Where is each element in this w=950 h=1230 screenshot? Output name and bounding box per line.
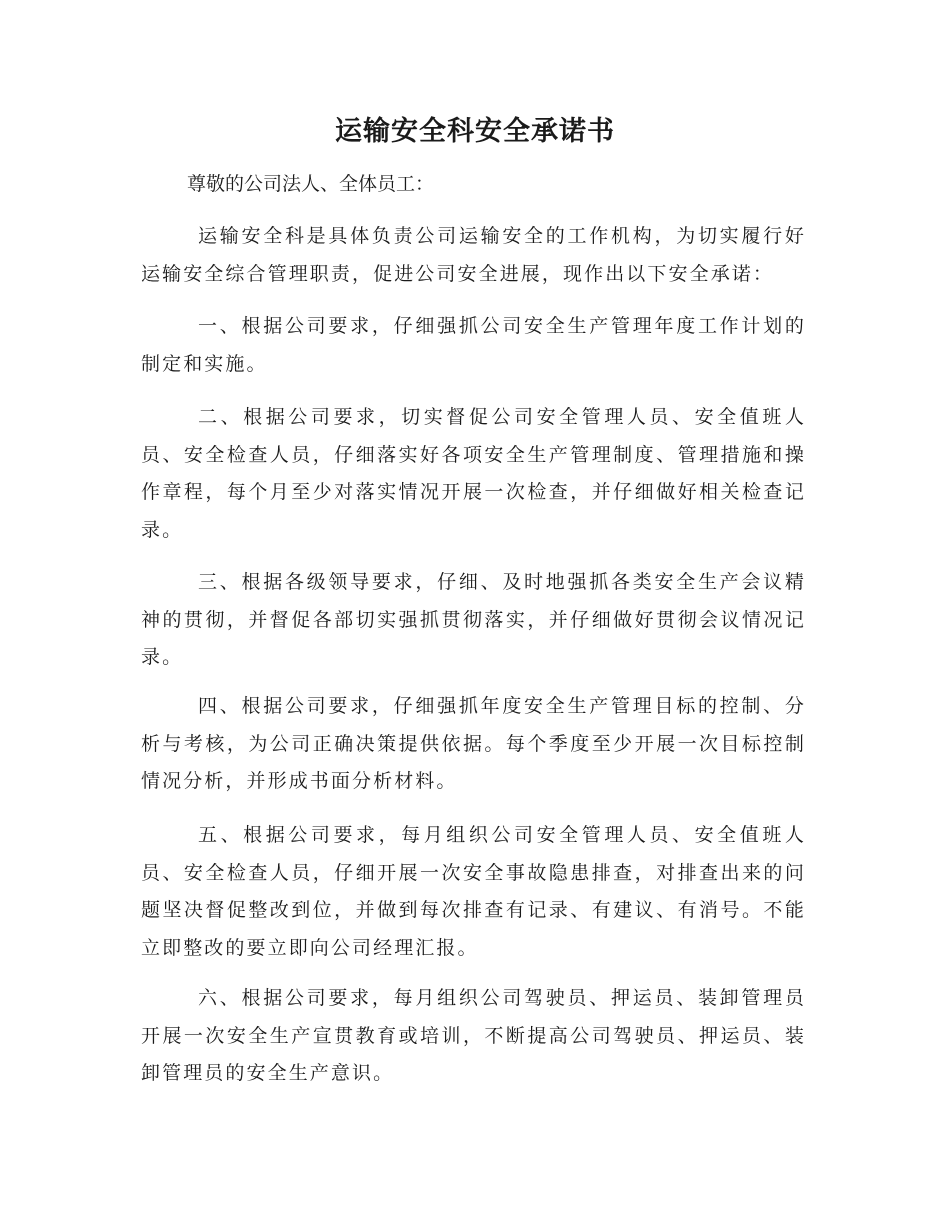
salutation: 尊敬的公司法人、全体员工： [187,173,435,195]
commitment-item-2: 二、根据公司要求，切实督促公司安全管理人员、安全值班人员、安全检查人员，仔细落实好各项安全生产管理制度、管理措施和操作章程，每个月至少对落实情况开展一次检查，并仔细做好相关检查记录。 [141,406,806,541]
commitment-item-5: 五、根据公司要求，每月组织公司安全管理人员、安全值班人员、安全检查人员，仔细开展一次安全事故隐患排查，对排查出来的问题坚决督促整改到位，并做到每次排查有记录、有建议、有消号。不能立即整改的要立即向公司经理汇报。 [141,824,806,959]
commitment-item-3: 三、根据各级领导要求，仔细、及时地强抓各类安全生产会议精神的贯彻，并督促各部切实强抓贯彻落实，并仔细做好贯彻会议情况记录。 [141,571,806,668]
document-title: 运输安全科安全承诺书 [335,116,615,147]
intro-paragraph: 运输安全科是具体负责公司运输安全的工作机构，为切实履行好运输安全综合管理职责，促进公司安全进展，现作出以下安全承诺： [141,225,806,285]
commitment-item-6: 六、根据公司要求，每月组织公司驾驶员、押运员、装卸管理员开展一次安全生产宣贯教育或培训，不断提高公司驾驶员、押运员、装卸管理员的安全生产意识。 [141,987,806,1084]
commitment-item-4: 四、根据公司要求，仔细强抓年度安全生产管理目标的控制、分析与考核，为公司正确决策提供依据。每个季度至少开展一次目标控制情况分析，并形成书面分析材料。 [141,695,806,792]
commitment-item-1: 一、根据公司要求，仔细强抓公司安全生产管理年度工作计划的制定和实施。 [141,315,806,375]
